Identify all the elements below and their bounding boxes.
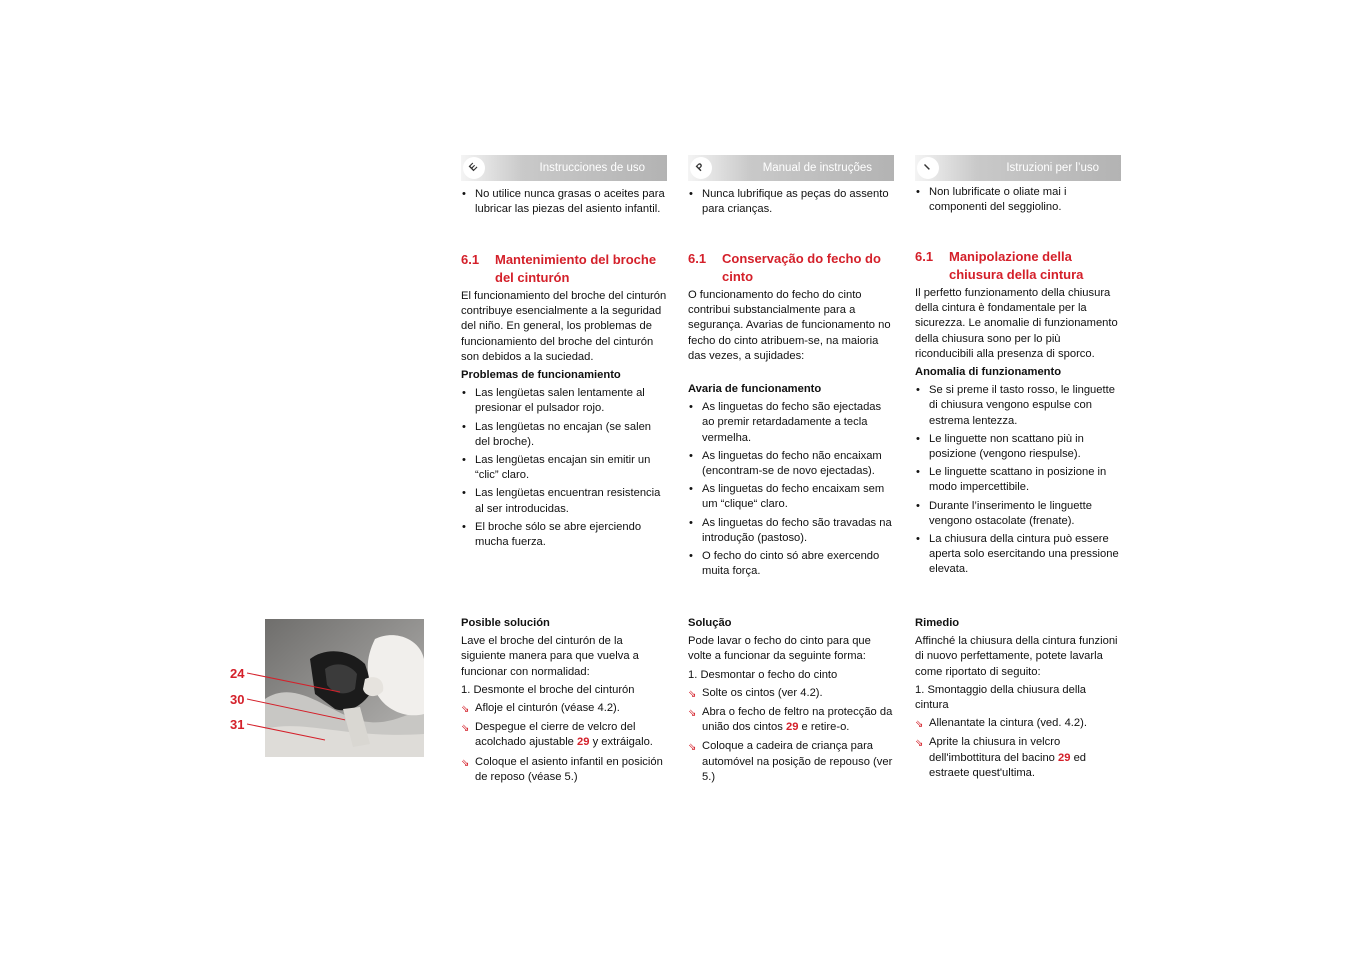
header-title: Instrucciones de uso [539, 162, 645, 174]
header-title: Istruzioni per l’uso [1006, 162, 1099, 174]
instruction-step: ⇘ Abra o fecho de feltro na protecção da união dos cintos 29 e retire-o. [688, 706, 893, 734]
list-item: • Le linguette non scattano più in posizione (vengono riespulse). [915, 432, 1121, 462]
list-item: • La chiusura della cintura può essere aperta solo esercitando una pressione elevata. [915, 532, 1121, 578]
header-bar [688, 155, 894, 181]
instruction-step: ⇘ Afloje el cinturón (véase 4.2). [461, 701, 667, 716]
list-item: • El broche sólo se abre ejerciendo mucha fuerza. [461, 520, 667, 550]
problems-heading: Problemas de funcionamiento [461, 369, 621, 382]
solution-step: 1. Desmontar o fecho do cinto [688, 668, 838, 681]
intro-paragraph: O funcionamento do fecho do cinto contribui substancialmente para a segurança. Avarias de funcionamento no fecho do cinto atribuem-se, na maioria das vezes, a sujidades: [688, 289, 891, 362]
list-item: • Non lubrificate o oliate mai i componenti del seggiolino. [915, 185, 1121, 215]
arrow-icon: ⇘ [688, 742, 697, 754]
list-item: • Durante l’inserimento le linguette vengono ostacolate (frenate). [915, 499, 1121, 529]
section-heading [688, 250, 894, 285]
solution-step: 1. Smontaggio della chiusura della cintura [915, 683, 1087, 712]
intro-paragraph: Il perfetto funzionamento della chiusura della cintura è fondamentale per la sicurezza. Le anomalie di funzionamento della chiusura sono per lo più riconducibili alla presenza di sporco. [915, 287, 1118, 360]
column-pt [688, 155, 894, 783]
header-bar [915, 155, 1121, 181]
solution-heading: Solução [688, 617, 732, 629]
list-item: • No utilice nunca grasas o aceites para lubricar las piezas del asiento infantil. [461, 187, 667, 217]
solution-intro: Pode lavar o fecho do cinto para que volte a funcionar da seguinte forma: [688, 635, 871, 663]
solution-intro: Affinché la chiusura della cintura funzioni di nuovo perfettamente, potete lavarla come riportato di seguito: [915, 635, 1118, 678]
arrow-icon: ⇘ [688, 688, 697, 700]
part-number: 29 [1058, 751, 1071, 764]
section-number: 6.1 [688, 251, 707, 266]
list-item: • O fecho do cinto só abre exercendo muita força. [688, 549, 894, 579]
list-item: • Nunca lubrifique as peças do assento para crianças. [688, 187, 894, 217]
column-it [915, 155, 1121, 779]
list-item: • Le linguette scattano in posizione in modo impercettibile. [915, 465, 1121, 495]
section-number: 6.1 [915, 249, 934, 264]
arrow-icon: ⇘ [461, 757, 470, 769]
list-item: • Las lengüetas no encajan (se salen del broche). [461, 420, 667, 450]
section-number: 6.1 [461, 252, 480, 267]
problems-heading: Avaria de funcionamento [688, 383, 822, 396]
list-item: • As linguetas do fecho são travadas na introdução (pastoso). [688, 516, 894, 546]
lang-badge: I [912, 152, 943, 183]
lang-badge: P [685, 152, 716, 183]
part-number: 29 [577, 736, 590, 749]
lang-badge: E [458, 152, 489, 183]
list-item: • As linguetas do fecho encaixam sem um “clique“ claro. [688, 482, 894, 512]
arrow-icon: ⇘ [461, 704, 470, 716]
solution-intro: Lave el broche del cinturón de la siguiente manera para que vuelva a funcionar con normalidad: [461, 635, 639, 678]
solution-step: 1. Desmonte el broche del cinturón [461, 683, 635, 696]
arrow-icon: ⇘ [688, 708, 697, 720]
problems-heading: Anomalia di funzionamento [915, 366, 1062, 379]
callout-30: 30 [230, 692, 245, 707]
list-item: • Las lengüetas encuentran resistencia al ser introducidas. [461, 486, 667, 516]
part-number: 29 [785, 721, 799, 734]
section-heading [461, 251, 667, 286]
arrow-icon: ⇘ [461, 723, 470, 735]
solution-heading: Rimedio [915, 617, 960, 629]
instruction-step: ⇘ Aprite la chiusura in velcro dell'imbottitura del bacino 29 ed estraete quest'ultima. [915, 736, 1087, 779]
instruction-step: ⇘ Despegue el cierre de velcro del acolchado ajustable 29 y extráigalo. [461, 721, 653, 749]
arrow-icon: ⇘ [915, 719, 924, 731]
instruction-step: ⇘ Coloque el asiento infantil en posición de reposo (véase 5.) [461, 755, 663, 783]
instruction-step: ⇘ Solte os cintos (ver 4.2). [688, 686, 894, 701]
section-title: Mantenimiento del broche del cinturón [495, 252, 657, 285]
intro-paragraph: El funcionamiento del broche del cinturón contribuye esencialmente a la seguridad del niño. En general, los problemas de funcionamiento del broche del cinturón son debidos a la suciedad. [461, 290, 667, 363]
list-item: • As linguetas do fecho são ejectadas ao premir retardadamente a tecla vermelha. [688, 400, 894, 446]
list-item: • As linguetas do fecho não encaixam (encontram-se de novo ejectadas). [688, 449, 894, 479]
list-item: • Las lengüetas encajan sin emitir un “clic” claro. [461, 453, 667, 483]
instruction-step: ⇘ Allenantate la cintura (ved. 4.2). [915, 716, 1121, 731]
section-heading [915, 248, 1121, 283]
solution-heading: Posible solución [461, 617, 550, 629]
list-item: • Se si preme il tasto rosso, le linguette di chiusura vengono espulse con estrema lentezza. [915, 383, 1121, 429]
list-item: • Las lengüetas salen lentamente al presionar el pulsador rojo. [461, 386, 667, 416]
section-title: Conservação do fecho do cinto [722, 251, 881, 284]
arrow-icon: ⇘ [915, 738, 924, 750]
header-title: Manual de instruções [762, 162, 872, 174]
callout-leader-lines [245, 660, 345, 750]
callout-24: 24 [230, 666, 245, 681]
callout-31: 31 [230, 717, 245, 732]
section-title: Manipolazione della chiusura della cintura [949, 249, 1084, 282]
header-bar [461, 155, 667, 181]
instruction-step: ⇘ Coloque a cadeira de criança para automóvel na posição de repouso (ver 5.) [688, 740, 893, 783]
column-es [461, 155, 667, 783]
